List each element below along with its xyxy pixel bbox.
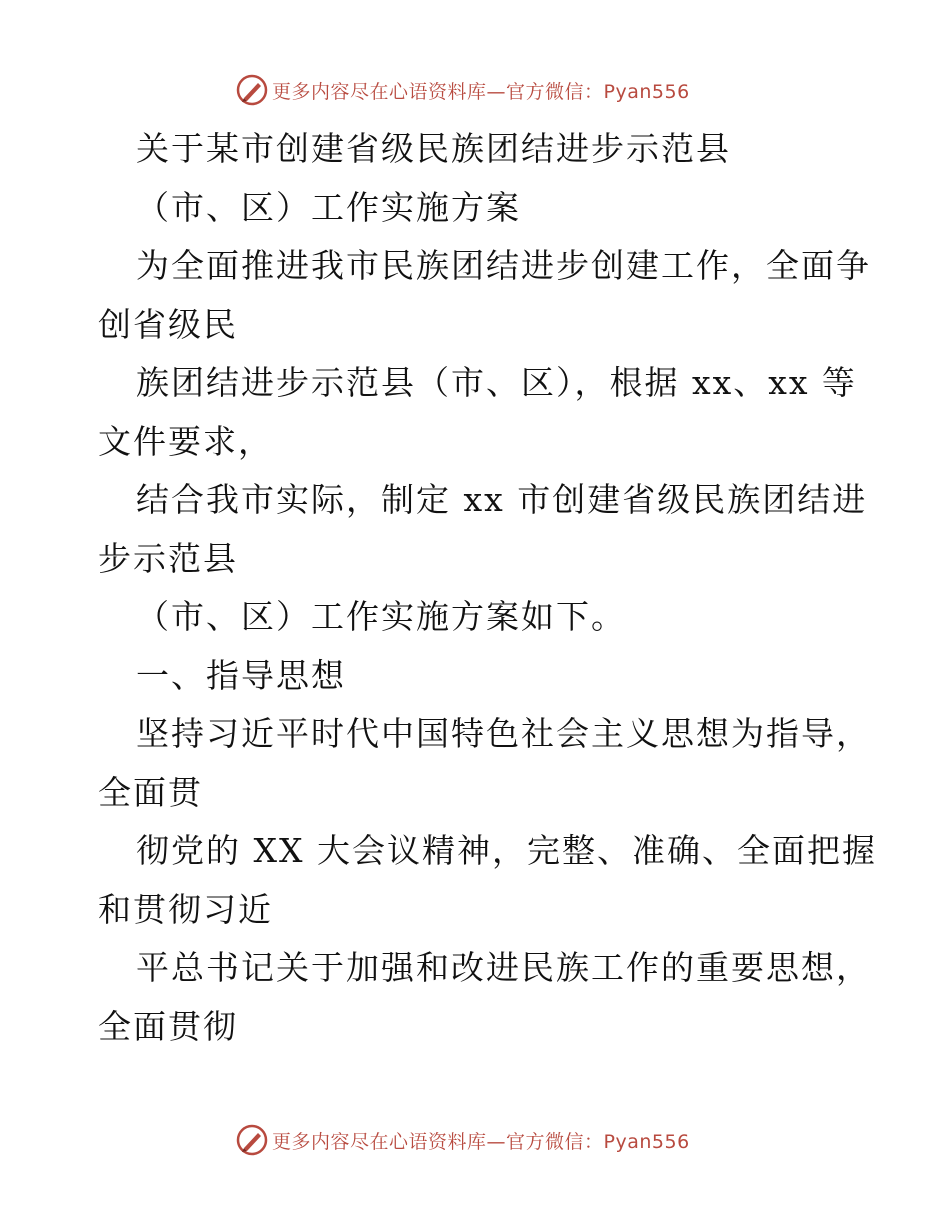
- paragraph-line: 和贯彻习近: [98, 889, 273, 929]
- paragraph-line: 彻党的 XX 大会议精神，完整、准确、全面把握: [136, 831, 877, 870]
- title-line-1: 关于某市创建省级民族团结进步示范县: [136, 129, 731, 168]
- paragraph-line: 结合我市实际，制定 xx 市创建省级民族团结进: [136, 480, 868, 519]
- pen-logo-icon: [236, 74, 268, 106]
- header-watermark: [236, 72, 690, 108]
- paragraph-line: 为全面推进我市民族团结进步创建工作，全面争: [136, 246, 871, 285]
- paragraph-line: 步示范县: [98, 538, 238, 578]
- footer-watermark: [236, 1122, 690, 1158]
- watermark-text: 更多内容尽在心语资料库—官方微信：Pyan556: [272, 80, 690, 103]
- document-body: [98, 120, 877, 1056]
- title-line-2: （市、区）工作实施方案: [136, 187, 521, 227]
- watermark-text: 更多内容尽在心语资料库—官方微信：Pyan556: [272, 1130, 690, 1153]
- pen-logo-icon: [236, 1124, 268, 1156]
- paragraph-line: 全面贯: [98, 772, 203, 812]
- section-heading: 一、指导思想: [136, 655, 346, 695]
- paragraph-line: 族团结进步示范县（市、区），根据 xx、xx 等: [136, 363, 857, 402]
- paragraph-line: 全面贯彻: [98, 1006, 238, 1046]
- paragraph-line: 平总书记关于加强和改进民族工作的重要思想，: [136, 948, 871, 987]
- paragraph-line: （市、区）工作实施方案如下。: [136, 597, 626, 636]
- paragraph-line: 坚持习近平时代中国特色社会主义思想为指导，: [136, 714, 871, 753]
- paragraph-line: 创省级民: [98, 304, 238, 344]
- paragraph-line: 文件要求，: [98, 421, 273, 461]
